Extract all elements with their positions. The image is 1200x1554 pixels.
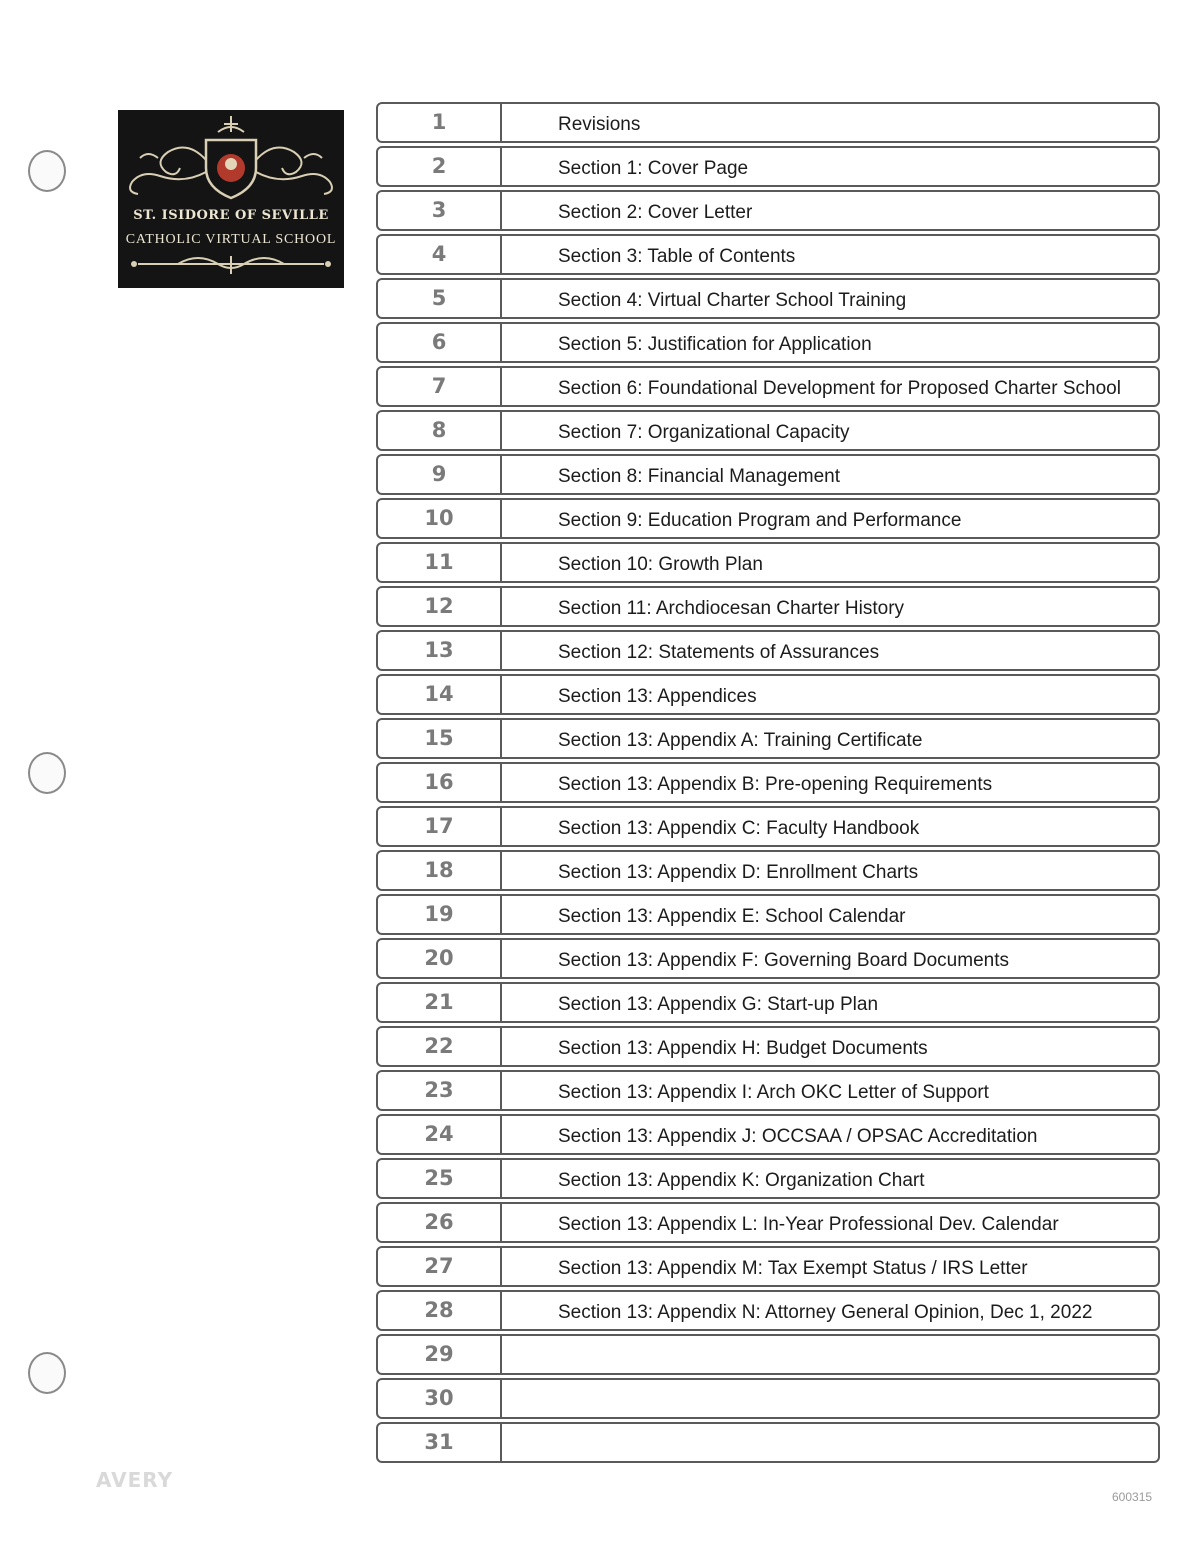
tab-row[interactable] (376, 894, 1160, 935)
tab-row[interactable] (376, 630, 1160, 671)
tab-number: 27 (378, 1248, 502, 1285)
avery-watermark: AVERY (96, 1468, 174, 1492)
tab-number: 17 (378, 808, 502, 845)
tab-row[interactable] (376, 102, 1160, 143)
tab-label: Section 13: Appendix J: OCCSAA / OPSAC Accreditation (558, 1126, 1038, 1147)
tab-label: Section 11: Archdiocesan Charter History (558, 598, 905, 619)
tab-row[interactable] (376, 938, 1160, 979)
tab-label: Section 13: Appendix F: Governing Board Documents (558, 950, 1009, 971)
tab-divider-list (376, 102, 1160, 1466)
tab-row[interactable] (376, 454, 1160, 495)
page-code: 600315 (1112, 1490, 1153, 1504)
tab-number: 9 (378, 456, 502, 493)
school-logo (118, 110, 344, 288)
tab-row[interactable] (376, 1202, 1160, 1243)
tab-label: Revisions (558, 114, 641, 135)
tab-row[interactable] (376, 718, 1160, 759)
tab-number: 15 (378, 720, 502, 757)
tab-number: 10 (378, 500, 502, 537)
tab-number: 3 (378, 192, 502, 229)
tab-row[interactable] (376, 1070, 1160, 1111)
tab-number: 25 (378, 1160, 502, 1197)
tab-row[interactable] (376, 498, 1160, 539)
tab-label: Section 5: Justification for Application (558, 334, 872, 355)
tab-label: Section 13: Appendix G: Start-up Plan (558, 994, 879, 1015)
tab-label: Section 13: Appendix N: Attorney General Opinion, Dec 1, 2022 (558, 1302, 1093, 1323)
tab-label: Section 13: Appendix C: Faculty Handbook (558, 818, 920, 839)
tab-row[interactable] (376, 762, 1160, 803)
crest-icon (118, 110, 344, 288)
tab-label: Section 4: Virtual Charter School Training (558, 290, 907, 311)
tab-number: 12 (378, 588, 502, 625)
tab-row[interactable] (376, 674, 1160, 715)
tab-number: 8 (378, 412, 502, 449)
tab-number: 21 (378, 984, 502, 1021)
tab-label: Section 13: Appendix K: Organization Chart (558, 1170, 925, 1191)
tab-row[interactable] (376, 278, 1160, 319)
tab-row[interactable] (376, 1114, 1160, 1155)
tab-row[interactable] (376, 146, 1160, 187)
tab-row[interactable] (376, 1334, 1160, 1375)
logo-school-name: ST. ISIDORE OF SEVILLE (133, 208, 329, 223)
tab-label: Section 13: Appendix A: Training Certificate (558, 730, 923, 751)
tab-label: Section 13: Appendix E: School Calendar (558, 906, 906, 927)
tab-label: Section 13: Appendix H: Budget Documents (558, 1038, 928, 1059)
tab-row[interactable] (376, 322, 1160, 363)
tab-number: 20 (378, 940, 502, 977)
tab-label: Section 13: Appendix M: Tax Exempt Status / IRS Letter (558, 1258, 1028, 1279)
binder-hole (28, 150, 66, 192)
tab-label: Section 10: Growth Plan (558, 554, 763, 575)
binder-hole (28, 752, 66, 794)
tab-label: Section 13: Appendix D: Enrollment Charts (558, 862, 919, 883)
tab-number: 22 (378, 1028, 502, 1065)
tab-label: Section 13: Appendix L: In-Year Professional Dev. Calendar (558, 1214, 1059, 1235)
tab-row[interactable] (376, 982, 1160, 1023)
tab-label: Section 12: Statements of Assurances (558, 642, 880, 663)
tab-number: 6 (378, 324, 502, 361)
tab-number: 26 (378, 1204, 502, 1241)
tab-number: 16 (378, 764, 502, 801)
tab-label: Section 2: Cover Letter (558, 202, 753, 223)
tab-number: 5 (378, 280, 502, 317)
tab-label: Section 9: Education Program and Performance (558, 510, 962, 531)
tab-number: 24 (378, 1116, 502, 1153)
tab-row[interactable] (376, 850, 1160, 891)
binder-hole (28, 1352, 66, 1394)
tab-number: 1 (378, 104, 502, 141)
tab-row[interactable] (376, 542, 1160, 583)
tab-row[interactable] (376, 1158, 1160, 1199)
tab-number: 30 (378, 1380, 502, 1417)
tab-row[interactable] (376, 1422, 1160, 1463)
tab-row[interactable] (376, 1246, 1160, 1287)
tab-row[interactable] (376, 1378, 1160, 1419)
tab-number: 18 (378, 852, 502, 889)
tab-label: Section 13: Appendices (558, 686, 757, 707)
tab-number: 2 (378, 148, 502, 185)
logo-school-type: CATHOLIC VIRTUAL SCHOOL (125, 232, 337, 247)
tab-row[interactable] (376, 806, 1160, 847)
tab-number: 31 (378, 1424, 502, 1461)
tab-label: Section 8: Financial Management (558, 466, 840, 487)
tab-label: Section 7: Organizational Capacity (558, 422, 850, 443)
tab-label: Section 13: Appendix B: Pre-opening Requirements (558, 774, 993, 795)
tab-row[interactable] (376, 1290, 1160, 1331)
tab-number: 23 (378, 1072, 502, 1109)
tab-number: 13 (378, 632, 502, 669)
tab-number: 14 (378, 676, 502, 713)
tab-number: 4 (378, 236, 502, 273)
tab-number: 7 (378, 368, 502, 405)
tab-row[interactable] (376, 366, 1160, 407)
tab-row[interactable] (376, 410, 1160, 451)
tab-number: 11 (378, 544, 502, 581)
tab-number: 19 (378, 896, 502, 933)
tab-row[interactable] (376, 1026, 1160, 1067)
tab-label: Section 13: Appendix I: Arch OKC Letter of Support (558, 1082, 989, 1103)
tab-row[interactable] (376, 190, 1160, 231)
tab-label: Section 3: Table of Contents (558, 246, 796, 267)
tab-number: 29 (378, 1336, 502, 1373)
tab-number: 28 (378, 1292, 502, 1329)
tab-label: Section 1: Cover Page (558, 158, 749, 179)
tab-label: Section 6: Foundational Development for Proposed Charter School (558, 378, 1121, 399)
tab-row[interactable] (376, 234, 1160, 275)
tab-row[interactable] (376, 586, 1160, 627)
